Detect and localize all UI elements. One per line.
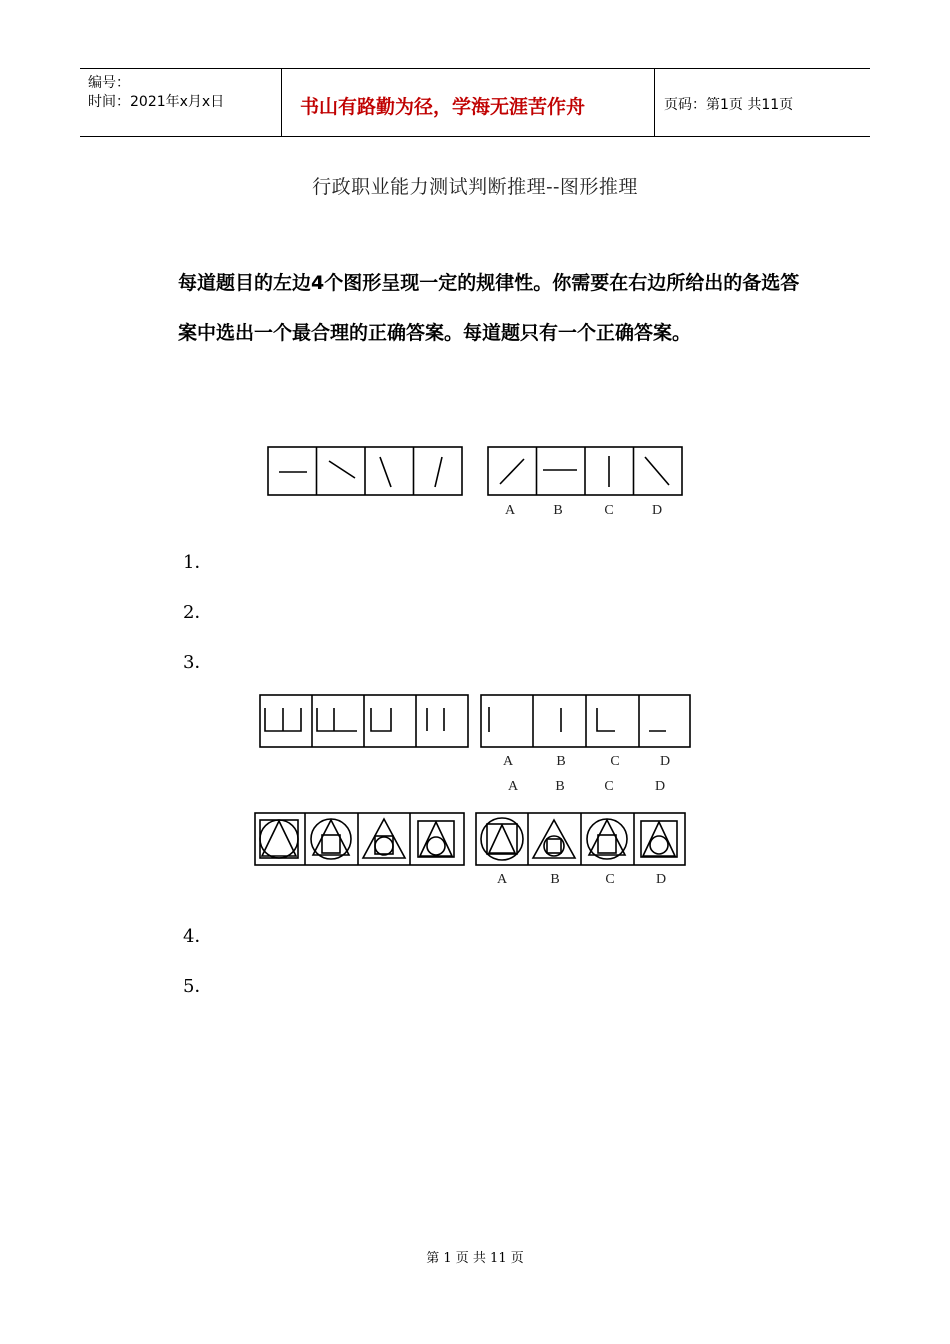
option-label-b: B: [556, 754, 566, 769]
page-title: 行政职业能力测试判断推理--图形推理: [312, 176, 638, 198]
option-label-b: B: [553, 503, 563, 518]
header-divider-1: [281, 68, 282, 136]
header-code: 编号：: [88, 75, 130, 91]
option-label-d: D: [655, 872, 667, 887]
option-label-d: D: [651, 503, 663, 518]
page-footer: 第 1 页 共 11 页: [426, 1251, 524, 1266]
question-number-5: 5．: [183, 976, 213, 997]
question-number-2: 2．: [183, 602, 213, 623]
option-label-a: A: [496, 872, 508, 887]
option-label-c: C: [605, 872, 615, 887]
figure-question-combs: [255, 690, 700, 795]
figure-question-lines: [262, 442, 692, 527]
option-label-a: A: [504, 503, 516, 518]
header-bottom-rule: [80, 136, 870, 137]
instructions-paragraph: 每道题目的左边4个图形呈现一定的规律性。你需要在右边所给出的备选答案中选出一个最合理的正确答案。每道题只有一个正确答案。: [178, 272, 800, 344]
option-label-a: A: [507, 779, 519, 794]
option-label-c: C: [610, 754, 620, 769]
header-page-info: 页码：第1页 共11页: [664, 97, 794, 113]
question-number-4: 4．: [183, 926, 213, 947]
option-label-d: D: [654, 779, 666, 794]
question-number-1: 1．: [183, 552, 213, 573]
option-label-b: B: [555, 779, 565, 794]
header-motto: 书山有路勤为径，学海无涯苦作舟: [300, 96, 586, 118]
option-label-b: B: [550, 872, 560, 887]
header-top-rule: [80, 68, 870, 69]
header-time: 时间：2021年x月x日: [88, 94, 225, 110]
question-number-3: 3．: [183, 652, 213, 673]
option-label-a: A: [502, 754, 514, 769]
option-label-c: C: [604, 503, 614, 518]
option-label-c: C: [604, 779, 614, 794]
header-divider-2: [654, 68, 655, 136]
option-label-d: D: [659, 754, 671, 769]
figure-question-nested-shapes: [250, 808, 695, 893]
